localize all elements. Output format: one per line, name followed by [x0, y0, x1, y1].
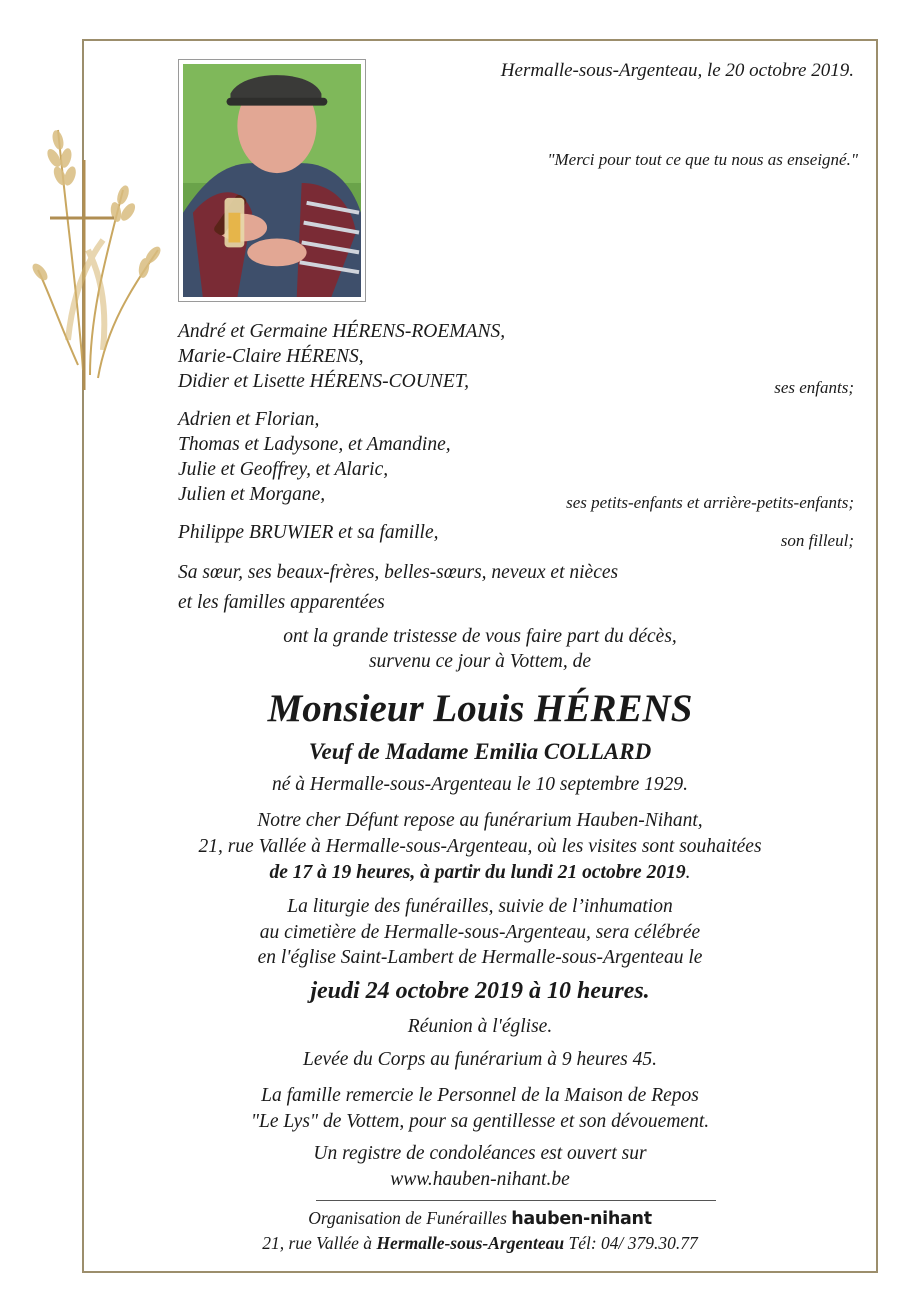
family-line: et les familles apparentées [178, 592, 385, 613]
grandchildren-role: ses petits-enfants et arrière-petits-enfants; [566, 493, 854, 512]
intro-line: ont la grande tristesse de vous faire part du décès, [283, 626, 677, 647]
thanks-line: La famille remercie le Personnel de la Maison de Repos [261, 1085, 699, 1106]
children-list [178, 319, 505, 394]
announcement-intro [82, 624, 878, 674]
levee-info: Levée du Corps au funérarium à 9 heures 45. [302, 1049, 658, 1070]
org-label: Organisation de Funérailles [308, 1208, 507, 1228]
funeral-date: jeudi 24 octobre 2019 à 10 heures. [310, 978, 650, 1004]
family-line: André et Germaine HÉRENS-ROEMANS, [178, 321, 506, 342]
wheat-cross-icon [28, 100, 168, 390]
place-date: Hermalle-sous-Argenteau, le 20 octobre 2019. [500, 60, 854, 81]
family-line: Adrien et Florian, [178, 409, 320, 430]
thanks-line: "Le Lys" de Vottem, pour sa gentillesse et son dévouement. [250, 1110, 710, 1132]
phone-number: Tél: 04/ 379.30.77 [568, 1233, 698, 1253]
family-line: Didier et Lisette HÉRENS-COUNET, [178, 371, 470, 392]
widower-of: Veuf de Madame Emilia COLLARD [308, 739, 652, 764]
liturgy-line: La liturgie des funérailles, suivie de l’inhumation [287, 896, 673, 917]
intro-line: survenu ce jour à Vottem, de [368, 651, 592, 672]
register-url[interactable]: www.hauben-nihant.be [390, 1168, 570, 1190]
children-role: ses enfants; [774, 378, 854, 397]
other-relatives [178, 558, 618, 618]
footer-address [82, 1233, 878, 1254]
family-line: Julien et Morgane, [178, 484, 326, 505]
liturgy-line: au cimetière de Hermalle-sous-Argenteau, sera célébrée [259, 921, 701, 943]
footer-divider [316, 1200, 716, 1201]
deceased-name: Monsieur Louis HÉRENS [267, 687, 693, 730]
quote: "Merci pour tout ce que tu nous as enseigné." [547, 150, 858, 169]
brand-logo: hauben-nihant [511, 1209, 652, 1229]
visit-hours [82, 860, 878, 886]
visit-hours-end: . [685, 862, 691, 883]
meeting-info: Réunion à l'église. [407, 1016, 553, 1037]
address-start: 21, rue Vallée à [262, 1233, 373, 1253]
visit-hours-bold: de 17 à 19 heures, à partir du lundi 21 octobre 2019 [269, 862, 686, 883]
register-line: Un registre de condoléances est ouvert sur [313, 1143, 647, 1164]
godson-role: son filleul; [780, 531, 854, 550]
register-info [82, 1141, 878, 1192]
family-line: Julie et Geoffrey, et Alaric, [178, 459, 389, 480]
address-town: Hermalle-sous-Argenteau [376, 1233, 565, 1253]
birth-info: né à Hermalle-sous-Argenteau le 10 septembre 1929. [271, 774, 689, 795]
liturgy-info [82, 894, 878, 971]
family-line: Thomas et Ladysone, et Amandine, [178, 434, 451, 455]
footer-org [82, 1208, 878, 1229]
rest-line: Notre cher Défunt repose au funérarium Hauben-Nihant, [257, 810, 703, 831]
rest-line: 21, rue Vallée à Hermalle-sous-Argenteau, où les visites sont souhaitées [198, 836, 762, 857]
family-line: Marie-Claire HÉRENS, [178, 346, 364, 367]
liturgy-line: en l'église Saint-Lambert de Hermalle-sous-Argenteau le [257, 947, 703, 968]
grandchildren-list [178, 407, 451, 507]
godson: Philippe BRUWIER et sa famille, [178, 522, 439, 543]
thanks-info [82, 1083, 878, 1134]
portrait-photo [178, 59, 366, 302]
family-line: Sa sœur, ses beaux-frères, belles-sœurs, neveux et nièces [178, 562, 619, 583]
rest-info [82, 808, 878, 886]
